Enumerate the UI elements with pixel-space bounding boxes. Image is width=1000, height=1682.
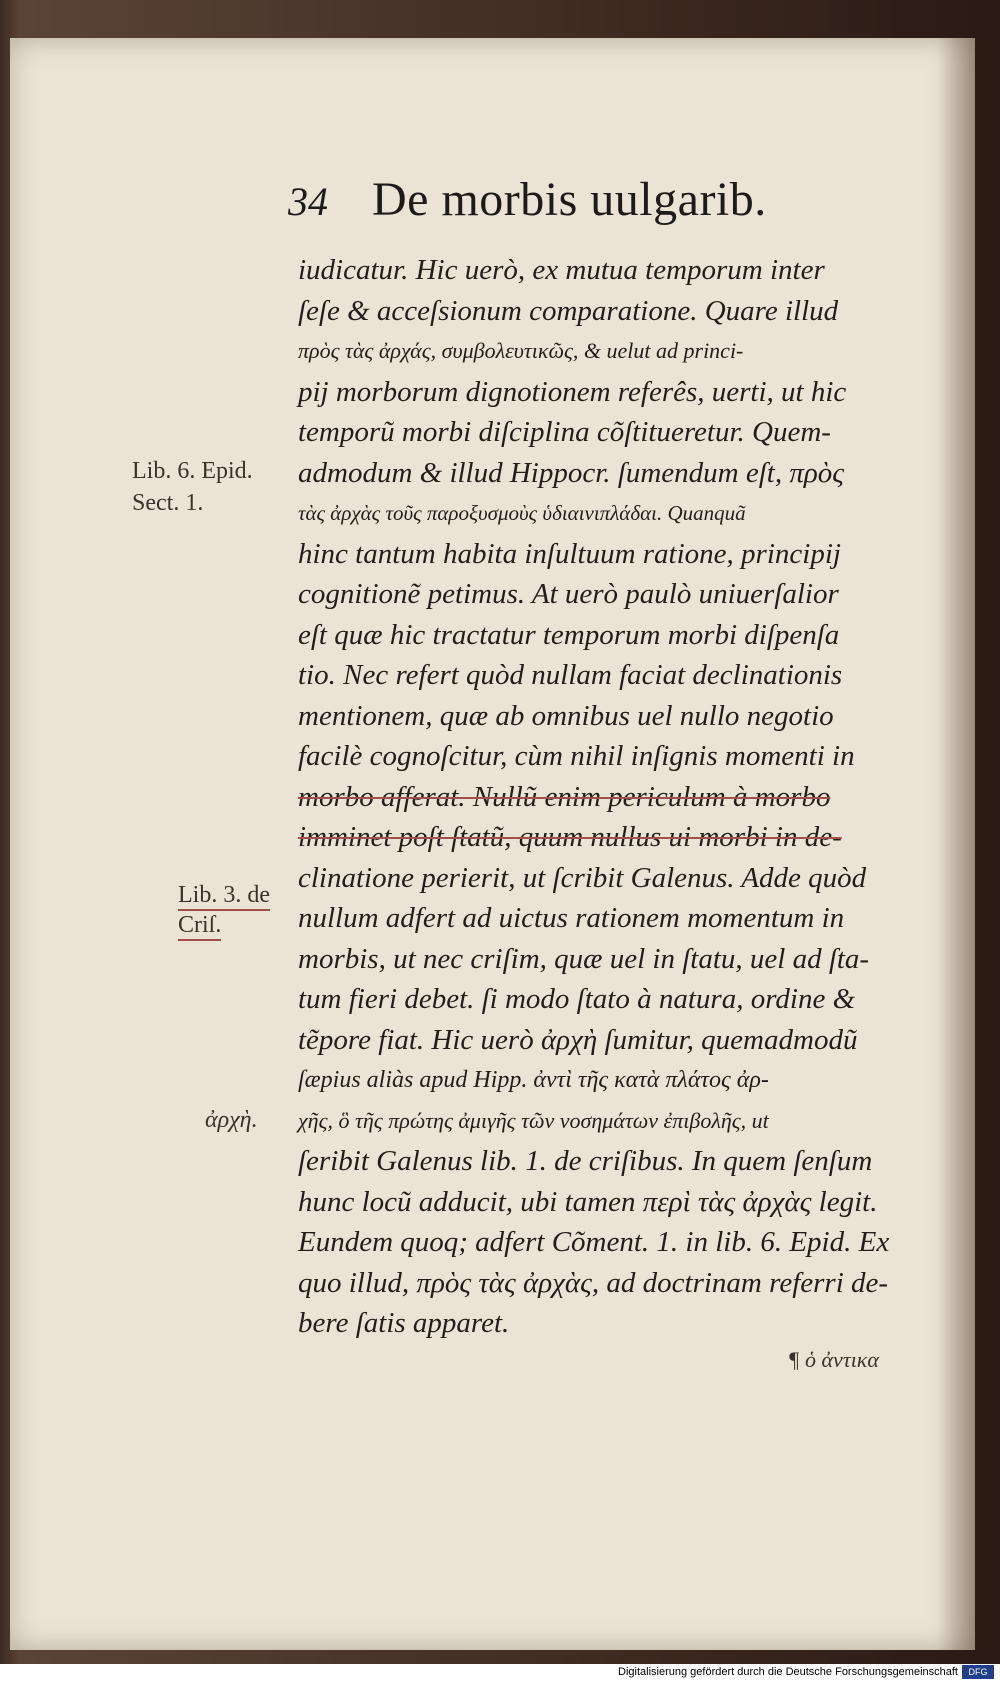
- text-line: Eundem quoq; adfert Cõment. 1. in lib. 6. Epid. Ex: [298, 1226, 890, 1258]
- text-line-struck: morbo afferat. Nullũ enim periculum à morbo: [298, 780, 831, 813]
- text-line: pij morborum dignotionem referês, uerti, ut hic: [298, 375, 847, 408]
- margin-note-line: Lib. 6. Epid.: [132, 458, 253, 484]
- text-line: morbis, ut nec criſim, quæ uel in ſtatu, uel ad ſta-: [298, 942, 870, 975]
- text-line: tẽpore fiat. Hic uerò ἀρχὴ ſumitur, quemadmodũ: [298, 1023, 858, 1056]
- text-line: mentionem, quæ ab omnibus uel nullo negotio: [298, 699, 834, 732]
- text-line: clinatione perierit, ut ſcribit Galenus. Adde quòd: [298, 861, 867, 894]
- text-line: hunc locũ adducit, ubi tamen περὶ τὰς ἀρχὰς legit.: [298, 1185, 878, 1218]
- text-line: tio. Nec refert quòd nullam faciat declinationis: [298, 659, 843, 691]
- text-line: hinc tantum habita inſultuum ratione, principij: [298, 537, 841, 570]
- text-line: iudicatur. Hic uerò, ex mutua temporum inter: [298, 254, 825, 286]
- margin-note-line: Sect. 1.: [132, 490, 204, 516]
- dfg-logo-icon: DFG: [962, 1665, 994, 1679]
- text-line: admodum & illud Hippocr. ſumendum eſt, πρὸς: [298, 456, 845, 489]
- text-line: temporũ morbi diſciplina cõſtitueretur. Quem-: [298, 416, 831, 448]
- text-line: cognitionẽ petimus. At uerò paulò uniuerſalior: [298, 578, 839, 610]
- text-line: eſt quæ hic tractatur temporum morbi diſpenſa: [298, 618, 840, 651]
- margin-note-greek: ἀρχὴ.: [205, 1107, 258, 1133]
- digitization-credit: Digitalisierung gefördert durch die Deutsche Forschungsgemeinschaft: [618, 1666, 958, 1678]
- catchword: ¶ ὁ ἀντικα: [788, 1347, 879, 1372]
- text-line: χῆς, ὃ τῆς πρώτης ἀμιγῆς τῶν νοσημάτων ἐπιβολῆς, ut: [298, 1107, 769, 1133]
- page-number: 34: [288, 179, 328, 224]
- text-line: ſæpius aliàs apud Hipp. ἀντὶ τῆς κατὰ πλάτος ἀρ-: [298, 1067, 769, 1093]
- text-line: ſeribit Galenus lib. 1. de criſibus. In quem ſenſum: [298, 1145, 873, 1177]
- text-line: nullum adfert ad uictus rationem momentum in: [298, 902, 845, 934]
- margin-note-line: Lib. 3. de: [178, 882, 270, 911]
- text-line: quo illud, πρὸς τὰς ἀρχὰς, ad doctrinam referri de-: [298, 1266, 889, 1299]
- margin-note-line: Criſ.: [178, 912, 221, 941]
- text-line-struck: imminet poſt ſtatũ, quum nullus ui morbi in de-: [298, 821, 842, 853]
- running-title: De morbis uulgarib.: [372, 173, 767, 226]
- text-line: tum fieri debet. ſi modo ſtato à natura, ordine &: [298, 983, 856, 1015]
- text-line: bere ſatis apparet.: [298, 1307, 510, 1339]
- text-line: facilè cognoſcitur, cùm nihil inſignis momenti in: [298, 740, 855, 772]
- text-line: πρὸς τὰς ἀρχάς, συμβολευτικῶς, & uelut ad princi-: [298, 338, 744, 363]
- page-spine-shadow: [937, 38, 975, 1650]
- text-line: τὰς ἀρχὰς τοῦς παροξυσμοὺς ὑδιαινιπλάδαι. Quanquã: [298, 501, 746, 525]
- text-line: ſeſe & acceſsionum comparatione. Quare illud: [298, 294, 839, 327]
- body-text-block: [298, 250, 918, 1344]
